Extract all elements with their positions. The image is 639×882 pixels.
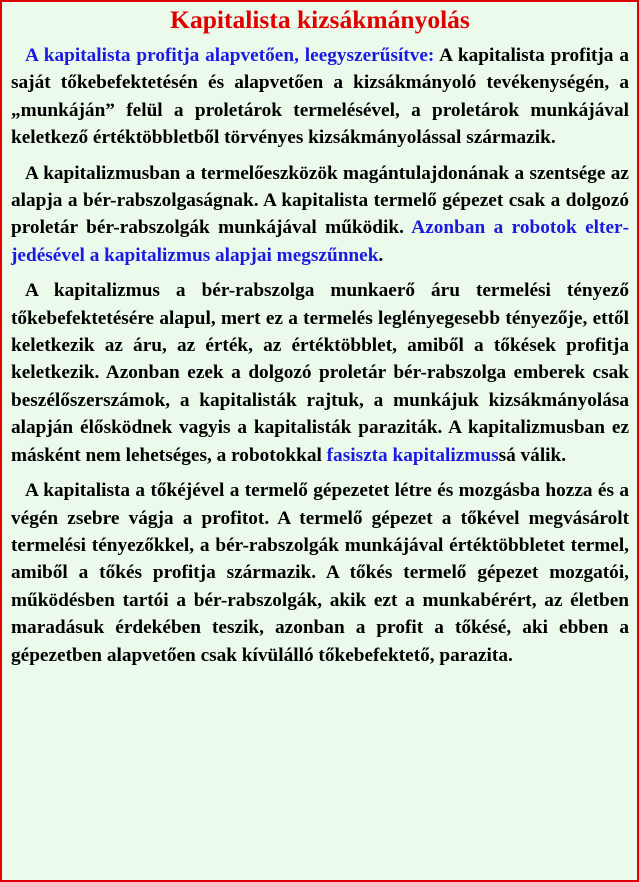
paragraph-1 <box>11 42 629 152</box>
paragraph-1-highlight: A kapitalista profitja alapvetően, leegyszerűsítve: <box>25 45 435 66</box>
paragraph-2-text: A kapitalizmusban a termelőeszközök magántulajdonának a szentsége az alapja a bér-rabszolgaságnak. A kapitalista termelő gépezet csak a dolgozó proletár bér-rabszolgák munkájával működik. <box>11 162 629 239</box>
paragraph-4-text: A kapitalista a tőkéjével a termelő gépezetet létre és mozgásba hozza és a végén zsebre vágja a profitot. A termelő gépezet a tőkével megvásárolt termelési tényezőkkel, a bér-rabszolgák munkájával értéktöbbletet termel, amiből a tőkés profitja származik. A tőkés termelő gépezet mozgatói, működésben tartói a bér-rabszolgák, akik ezt a munkabérért, az életben maradásuk érdekében teszik, azonban a profit a tőkésé, aki ebben a gépezetben alapvetően csak kívülálló tőkebefektető, parazita. <box>11 480 629 666</box>
document-title: Kapitalista kizsákmányolás <box>170 5 470 34</box>
paragraph-3-tail: sá válik. <box>498 444 567 466</box>
paragraph-4 <box>11 477 629 669</box>
paragraph-2 <box>11 160 629 270</box>
paragraph-2-highlight: Azonban a robotok elterjedésével a kapitalizmus alapjai megszűnnek <box>11 217 629 266</box>
paragraph-2-tail: . <box>378 244 384 266</box>
paragraph-3-highlight: fasiszta kapitalizmus <box>326 444 499 466</box>
paragraph-3 <box>11 277 629 469</box>
paragraph-3-text: A kapitalizmus a bér-rabszolga munkaerő áru termelési tényező tőkebefektetésére alapul, mert ez a termelés leglényegesebb tényezője, ettől keletkezik az áru, az érték, az értéktöbblet, amiből a tőkések profitja keletkezik. Azonban ezek a dolgozó proletár bér-rabszolga emberek csak beszélőszerszámok, a kapitalisták rajtuk, a munkájuk kizsákmányolása alapján élősködnek vagyis a kapitalisták paraziták. A kapitalizmusban ez másként nem lehetséges, a robotokkal <box>11 280 629 466</box>
paragraph-1-text: A kapitalista profitja a saját tőkebefektetésén és alapvetően a kizsákmányoló tevékenységén, a „munkáján” felül a proletárok termelésével, a proletárok munkájával keletkező értéktöbbletből törvényes kizsákmányolással származik. <box>11 45 629 149</box>
